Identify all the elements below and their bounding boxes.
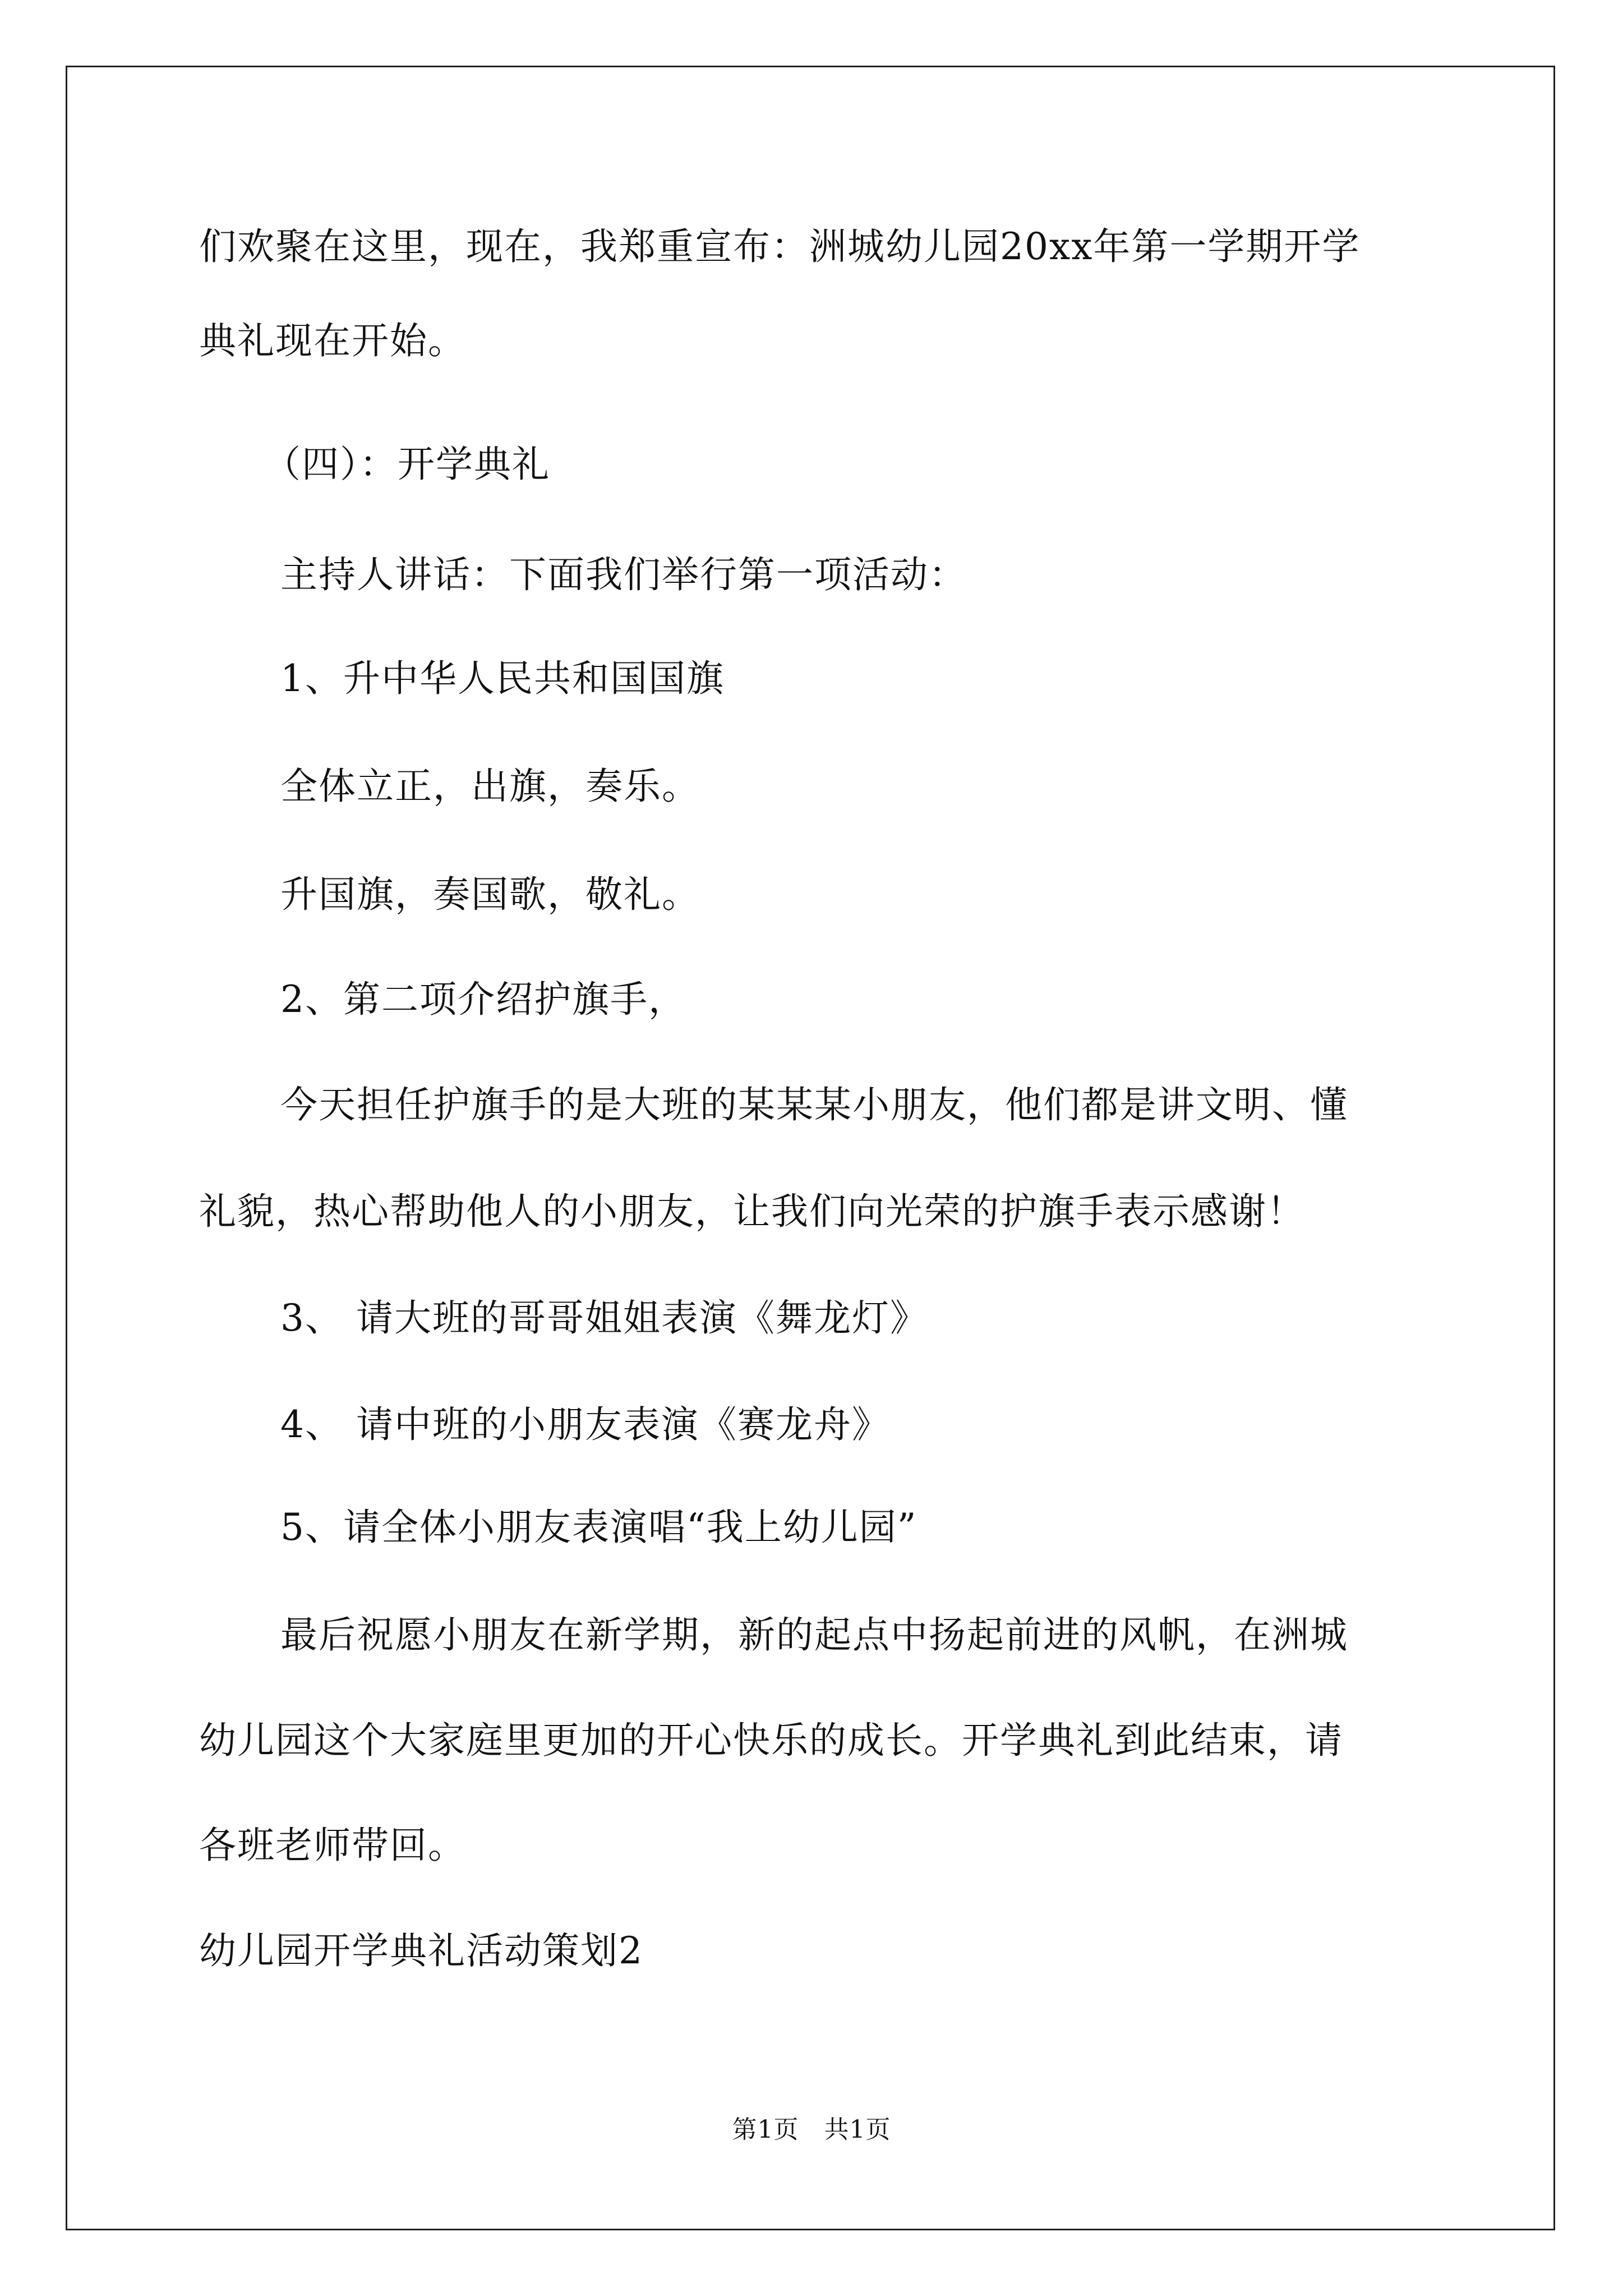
body-text-line: 主持人讲话：下面我们举行第一项活动： xyxy=(280,553,967,596)
page-footer: 第1页 共1页 xyxy=(732,2115,891,2144)
body-text-line: 各班老师带回。 xyxy=(199,1824,466,1867)
body-text-line: 升国旗，奏国歌，敬礼。 xyxy=(280,873,700,916)
body-text-line: 幼儿园这个大家庭里更加的开心快乐的成长。开学典礼到此结束，请 xyxy=(199,1719,1343,1762)
section-heading: （四）：开学典礼 xyxy=(264,443,550,486)
body-text-line: 最后祝愿小朋友在新学期，新的起点中扬起前进的风帆，在洲城 xyxy=(280,1613,1348,1657)
body-text-line: 全体立正，出旗，奏乐。 xyxy=(280,765,700,808)
document-title: 幼儿园开学典礼活动策划2 xyxy=(199,1929,643,1972)
list-item: 1、升中华人民共和国国旗 xyxy=(280,657,725,700)
body-text-line: 礼貌，热心帮助他人的小朋友，让我们向光荣的护旗手表示感谢！ xyxy=(199,1190,1305,1233)
page-border xyxy=(66,66,1555,2230)
body-text-line: 们欢聚在这里，现在，我郑重宣布：洲城幼儿园20xx年第一学期开学 xyxy=(199,225,1361,268)
list-item: 5、请全体小朋友表演唱“我上幼儿园” xyxy=(280,1506,917,1549)
body-text-line: 典礼现在开始。 xyxy=(199,319,466,362)
list-item: 3、 请大班的哥哥姐姐表演《舞龙灯》 xyxy=(280,1296,928,1340)
list-item: 2、第二项介绍护旗手， xyxy=(280,978,686,1021)
list-item: 4、 请中班的小朋友表演《赛龙舟》 xyxy=(280,1403,890,1446)
body-text-line: 今天担任护旗手的是大班的某某某小朋友，他们都是讲文明、懂 xyxy=(280,1083,1348,1126)
